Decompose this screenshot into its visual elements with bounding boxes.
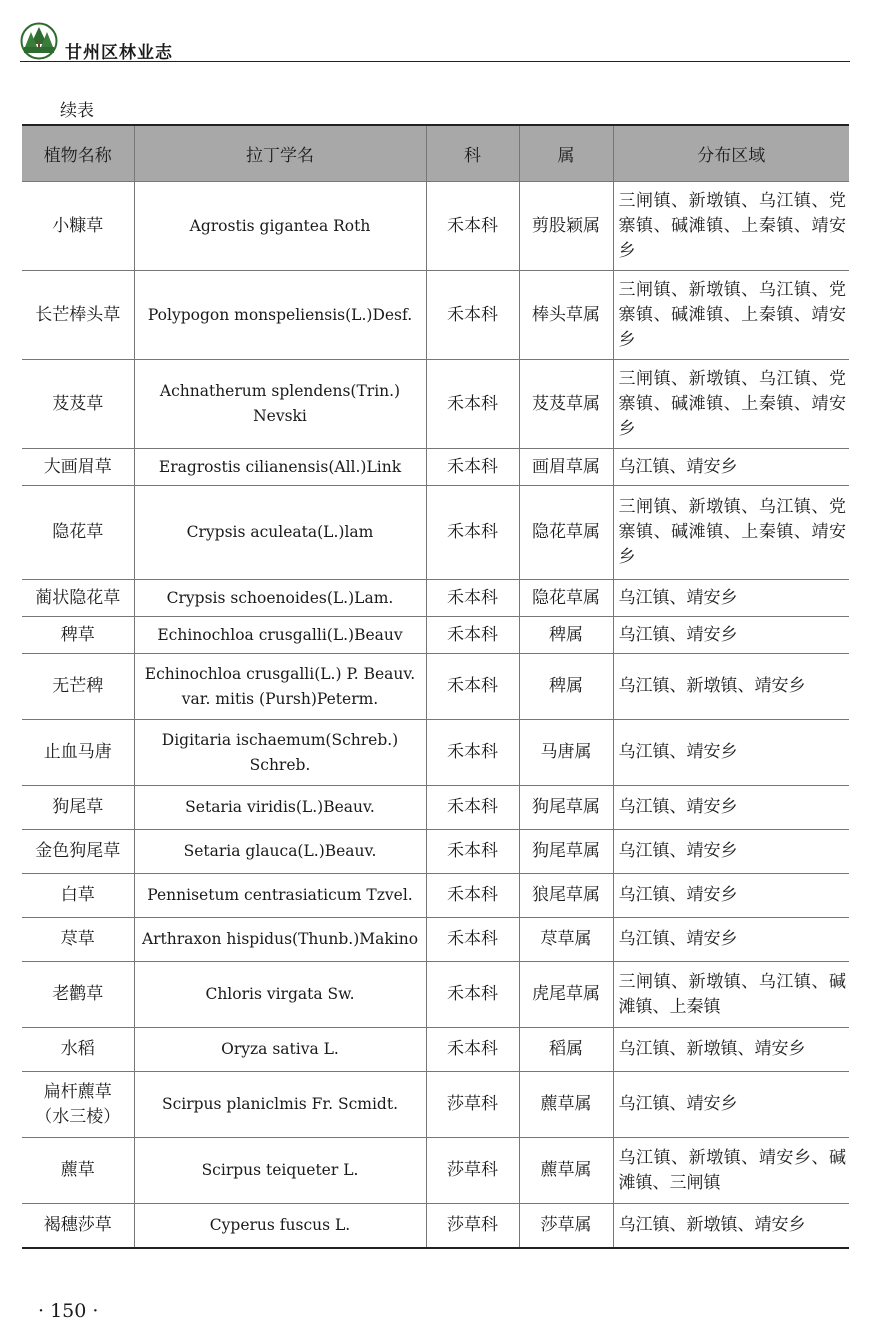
table-row [22, 182, 849, 271]
region-cell: 乌江镇、靖安乡 [613, 874, 849, 918]
plant-name-cell: 扁杆藨草（水三棱） [22, 1072, 134, 1138]
latin-name-cell: Digitaria ischaemum(Schreb.) Schreb. [134, 720, 426, 786]
family-cell: 禾本科 [426, 654, 519, 720]
latin-name-cell: Setaria glauca(L.)Beauv. [134, 830, 426, 874]
region-cell: 乌江镇、靖安乡 [613, 449, 849, 486]
page-header [20, 22, 850, 62]
table-row [22, 1204, 849, 1248]
latin-name-cell: Scirpus planiclmis Fr. Scmidt. [134, 1072, 426, 1138]
region-cell: 乌江镇、靖安乡 [613, 617, 849, 654]
genus-cell: 棒头草属 [519, 271, 613, 360]
plant-name-cell: 白草 [22, 874, 134, 918]
book-title: 甘州区林业志 [65, 43, 173, 63]
region-cell: 乌江镇、靖安乡 [613, 580, 849, 617]
family-cell: 禾本科 [426, 271, 519, 360]
region-cell: 三闸镇、新墩镇、乌江镇、党寨镇、碱滩镇、上秦镇、靖安乡 [613, 182, 849, 271]
genus-cell: 稗属 [519, 617, 613, 654]
region-cell: 乌江镇、新墩镇、靖安乡 [613, 1204, 849, 1248]
region-cell: 乌江镇、新墩镇、靖安乡 [613, 654, 849, 720]
genus-cell: 芨芨草属 [519, 360, 613, 449]
table-row [22, 486, 849, 580]
table-row [22, 830, 849, 874]
column-header-genus: 属 [519, 125, 613, 182]
plant-name-cell: 大画眉草 [22, 449, 134, 486]
family-cell: 禾本科 [426, 580, 519, 617]
region-cell: 三闸镇、新墩镇、乌江镇、党寨镇、碱滩镇、上秦镇、靖安乡 [613, 360, 849, 449]
column-header-family: 科 [426, 125, 519, 182]
family-cell: 莎草科 [426, 1138, 519, 1204]
plant-name-cell: 褐穗莎草 [22, 1204, 134, 1248]
family-cell: 禾本科 [426, 786, 519, 830]
latin-name-cell: Polypogon monspeliensis(L.)Desf. [134, 271, 426, 360]
region-cell: 乌江镇、靖安乡 [613, 830, 849, 874]
plant-name-cell: 隐花草 [22, 486, 134, 580]
plant-name-cell: 蔺状隐花草 [22, 580, 134, 617]
region-cell: 三闸镇、新墩镇、乌江镇、碱滩镇、上秦镇 [613, 962, 849, 1028]
genus-cell: 剪股颖属 [519, 182, 613, 271]
plant-name-cell: 止血马唐 [22, 720, 134, 786]
plant-name-cell: 稗草 [22, 617, 134, 654]
continued-label: 续表 [60, 101, 94, 121]
genus-cell: 荩草属 [519, 918, 613, 962]
table-row [22, 962, 849, 1028]
latin-name-cell: Pennisetum centrasiaticum Tzvel. [134, 874, 426, 918]
table-row [22, 874, 849, 918]
plant-name-cell: 金色狗尾草 [22, 830, 134, 874]
genus-cell: 隐花草属 [519, 486, 613, 580]
genus-cell: 莎草属 [519, 1204, 613, 1248]
table-row [22, 360, 849, 449]
plant-name-cell: 小糠草 [22, 182, 134, 271]
table-row [22, 786, 849, 830]
family-cell: 禾本科 [426, 1028, 519, 1072]
latin-name-cell: Chloris virgata Sw. [134, 962, 426, 1028]
plant-name-cell: 狗尾草 [22, 786, 134, 830]
table-row [22, 580, 849, 617]
latin-name-cell: Setaria viridis(L.)Beauv. [134, 786, 426, 830]
latin-name-cell: Eragrostis cilianensis(All.)Link [134, 449, 426, 486]
latin-name-cell: Achnatherum splendens(Trin.) Nevski [134, 360, 426, 449]
table-row [22, 654, 849, 720]
latin-name-cell: Scirpus teiqueter L. [134, 1138, 426, 1204]
table-row [22, 617, 849, 654]
genus-cell: 画眉草属 [519, 449, 613, 486]
column-header-region: 分布区域 [613, 125, 849, 182]
latin-name-cell: Oryza sativa L. [134, 1028, 426, 1072]
table-row [22, 720, 849, 786]
family-cell: 禾本科 [426, 360, 519, 449]
plant-table [22, 124, 849, 1249]
plant-name-cell: 无芒稗 [22, 654, 134, 720]
latin-name-cell: Crypsis schoenoides(L.)Lam. [134, 580, 426, 617]
genus-cell: 稗属 [519, 654, 613, 720]
family-cell: 禾本科 [426, 182, 519, 271]
page-number: · 150 · [38, 1300, 99, 1322]
plant-name-cell: 水稻 [22, 1028, 134, 1072]
family-cell: 禾本科 [426, 449, 519, 486]
latin-name-cell: Echinochloa crusgalli(L.) P. Beauv. var. mitis (Pursh)Peterm. [134, 654, 426, 720]
region-cell: 乌江镇、靖安乡 [613, 720, 849, 786]
genus-cell: 藨草属 [519, 1072, 613, 1138]
table-row [22, 918, 849, 962]
region-cell: 乌江镇、新墩镇、靖安乡、碱滩镇、三闸镇 [613, 1138, 849, 1204]
table-row [22, 1072, 849, 1138]
header-divider [20, 61, 850, 62]
table-row [22, 449, 849, 486]
column-header-latin: 拉丁学名 [134, 125, 426, 182]
genus-cell: 稻属 [519, 1028, 613, 1072]
table-row [22, 1138, 849, 1204]
plant-name-cell: 长芒棒头草 [22, 271, 134, 360]
plant-name-cell: 荩草 [22, 918, 134, 962]
table-row [22, 1028, 849, 1072]
column-header-name: 植物名称 [22, 125, 134, 182]
latin-name-cell: Arthraxon hispidus(Thunb.)Makino [134, 918, 426, 962]
family-cell: 禾本科 [426, 962, 519, 1028]
table-row [22, 271, 849, 360]
family-cell: 禾本科 [426, 617, 519, 654]
genus-cell: 马唐属 [519, 720, 613, 786]
genus-cell: 虎尾草属 [519, 962, 613, 1028]
latin-name-cell: Cyperus fuscus L. [134, 1204, 426, 1248]
family-cell: 莎草科 [426, 1072, 519, 1138]
family-cell: 禾本科 [426, 720, 519, 786]
region-cell: 三闸镇、新墩镇、乌江镇、党寨镇、碱滩镇、上秦镇、靖安乡 [613, 271, 849, 360]
plant-name-cell: 芨芨草 [22, 360, 134, 449]
forest-tree-logo [20, 22, 58, 60]
family-cell: 禾本科 [426, 486, 519, 580]
family-cell: 禾本科 [426, 874, 519, 918]
genus-cell: 藨草属 [519, 1138, 613, 1204]
latin-name-cell: Echinochloa crusgalli(L.)Beauv [134, 617, 426, 654]
genus-cell: 狼尾草属 [519, 874, 613, 918]
region-cell: 三闸镇、新墩镇、乌江镇、党寨镇、碱滩镇、上秦镇、靖安乡 [613, 486, 849, 580]
region-cell: 乌江镇、靖安乡 [613, 1072, 849, 1138]
region-cell: 乌江镇、靖安乡 [613, 918, 849, 962]
genus-cell: 狗尾草属 [519, 786, 613, 830]
table-header-row [22, 125, 849, 182]
genus-cell: 狗尾草属 [519, 830, 613, 874]
region-cell: 乌江镇、新墩镇、靖安乡 [613, 1028, 849, 1072]
family-cell: 禾本科 [426, 830, 519, 874]
family-cell: 禾本科 [426, 918, 519, 962]
family-cell: 莎草科 [426, 1204, 519, 1248]
latin-name-cell: Agrostis gigantea Roth [134, 182, 426, 271]
plant-name-cell: 老鹳草 [22, 962, 134, 1028]
latin-name-cell: Crypsis aculeata(L.)lam [134, 486, 426, 580]
genus-cell: 隐花草属 [519, 580, 613, 617]
region-cell: 乌江镇、靖安乡 [613, 786, 849, 830]
plant-name-cell: 藨草 [22, 1138, 134, 1204]
